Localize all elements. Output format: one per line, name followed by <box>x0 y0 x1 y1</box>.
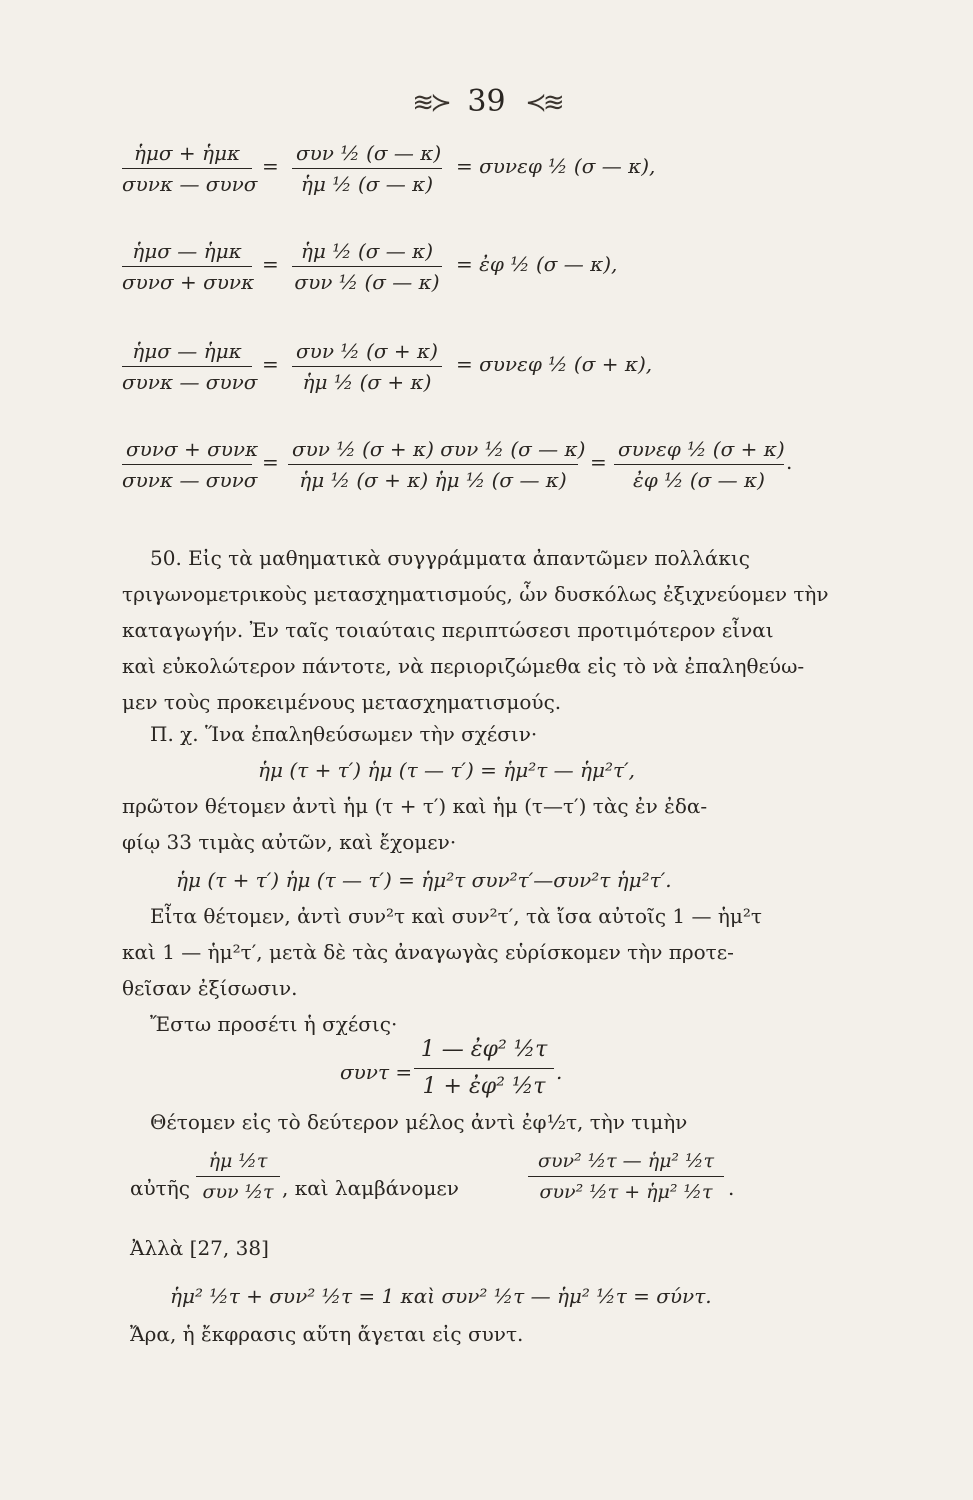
cos-fraction: $\frac{\text{1 — ἐφ² ½τ}}{\text{1 + ἐφ² ½τ}}$ <box>414 1032 554 1105</box>
text-line: Ἔστω προσέτι ἡ σχέσις· <box>150 1012 398 1036</box>
relation-3: ἡμ² ½τ + συν² ½τ = 1 καὶ συν² ½τ — ἡμ² ½τ = σύντ. <box>170 1284 712 1308</box>
eq4-rhs-fraction: συνεφ ½ (σ + κ) ἐφ ½ (σ — κ) <box>614 434 784 495</box>
text-line: Ἀλλὰ [27, 38] <box>130 1236 269 1260</box>
cos-lhs: συντ = <box>340 1060 413 1084</box>
eq3-lhs-fraction: ἡμσ — ἡμκ συνκ — συνσ <box>122 336 252 397</box>
result-fraction: συν² ½τ — ἡμ² ½τ συν² ½τ + ἡμ² ½τ <box>528 1146 724 1207</box>
page-header <box>0 84 973 119</box>
text-line: πρῶτον θέτομεν ἀντὶ ἡμ (τ + τ′) καὶ ἡμ (τ—τ′) τὰς ἐν ἐδα- <box>122 794 708 818</box>
text-line: καταγωγήν. Ἐν ταῖς τοιαύταις περιπτώσεσι προτιμότερον εἶναι <box>122 618 774 642</box>
text-line: Ἄρα, ἡ ἔκφρασις αὕτη ἄγεται εἰς συντ. <box>130 1322 524 1346</box>
eq2-lhs-fraction: ἡμσ — ἡμκ συνσ + συνκ <box>122 236 252 297</box>
eq1-mid-fraction: συν ½ (σ — κ) ἡμ ½ (σ — κ) <box>292 138 442 199</box>
text-line: 50. Εἰς τὰ μαθηματικὰ συγγράμματα ἀπαντῶμεν πολλάκις <box>150 546 750 570</box>
text-line: Θέτομεν εἰς τὸ δεύτερον μέλος ἀντὶ ἐφ½τ, τὴν τιμὴν <box>150 1110 688 1134</box>
eq4-lhs-fraction: συνσ + συνκ συνκ — συνσ <box>122 434 252 495</box>
text-line: , καὶ λαμβάνομεν <box>282 1176 459 1200</box>
text-line: φίῳ 33 τιμὰς αὐτῶν, καὶ ἔχομεν· <box>122 830 457 854</box>
text-line: τριγωνομετρικοὺς μετασχηματισμούς, ὧν δυσκόλως ἐξιχνεύομεν τὴν <box>122 582 829 606</box>
tan-fraction: ἡμ ½τ συν ½τ <box>196 1146 280 1207</box>
paragraph-50 <box>122 540 829 720</box>
example-intro: Π. χ. Ἵνα ἐπαληθεύσωμεν τὴν σχέσιν· <box>150 722 538 746</box>
eq3-mid-fraction: συν ½ (σ + κ) ἡμ ½ (σ + κ) <box>292 336 442 397</box>
eq1-lhs-fraction: ἡμσ + ἡμκ συνκ — συνσ <box>122 138 252 199</box>
equation-4: συνσ + συνκ συνκ — συνσ = συν ½ (σ + κ) συν ½ (σ — κ) ἡμ ½ (σ + κ) ἡμ ½ (σ — κ) = συνεφ ½ (σ + κ) ἐφ ½ (σ — κ) . <box>122 434 822 504</box>
text-line: θεῖσαν ἐξίσωσιν. <box>122 976 298 1000</box>
text-line: αὐτῆς <box>130 1176 190 1200</box>
relation-2: ἡμ (τ + τ′) ἡμ (τ — τ′) = ἡμ²τ συν²τ′—συν²τ ἡμ²τ′. <box>176 868 672 892</box>
text-line: καὶ 1 — ἡμ²τ′, μετὰ δὲ τὰς ἀναγωγὰς εὑρίσκομεν τὴν προτε- <box>122 940 734 964</box>
page-number: 39 <box>467 84 506 119</box>
right-ornament-icon: ≺≋ <box>525 88 561 118</box>
left-ornament-icon: ≋≻ <box>412 88 448 118</box>
book-page: ≋≻ 39 ≺≋ ἡμσ + ἡμκ συνκ — συνσ = συν ½ (σ — κ) ἡμ ½ (σ — κ) = συνεφ ½ (σ — κ), ἡμσ — ἡμκ συνσ + συνκ = ἡμ ½ (σ — κ) συν ½ (σ — κ) = ἐφ ½ (σ — κ), ἡμσ — ἡμκ συνκ — συνσ = συν ½ (σ + κ) ἡμ ½ (σ + κ) = συνεφ ½ (σ + κ), συνσ + συνκ συνκ — συνσ = συν ½ (σ + κ) συν ½ (σ — κ) ἡμ ½ (σ + κ) ἡμ ½ (σ — κ) = συνεφ ½ (σ + κ) ἐφ ½ (σ — κ) . 50. Εἰς τὰ μαθηματικὰ συγγράμματα ἀπαντῶμεν πολλάκις τριγωνομετρικοὺς μετασχηματισμούς, ὧν δυσκόλως ἐξιχνεύομεν τὴν καταγωγήν. Ἐν ταῖς τοιαύταις περιπτώσεσι προτιμότερον εἶναι καὶ εὐκολώτερον πάντοτε, νὰ περιοριζώμεθα εἰς τὸ νὰ ἐπαληθεύω- μεν τοὺς προκειμένους μετασχηματισμούς. Π. χ. Ἵνα ἐπαληθεύσωμεν τὴν σχέσιν· ἡμ (τ + τ′) ἡμ (τ — τ′) = ἡμ²τ — ἡμ²τ′, πρῶτον θέτομεν ἀντὶ ἡμ (τ + τ′) καὶ ἡμ (τ—τ′) τὰς ἐν ἐδα- φίῳ 33 τιμὰς αὐτῶν, καὶ ἔχομεν· ἡμ (τ + τ′) ἡμ (τ — τ′) = ἡμ²τ συν²τ′—συν²τ ἡμ²τ′. Εἶτα θέτομεν, ἀντὶ συν²τ καὶ συν²τ′, τὰ ἴσα αὐτοῖς 1 — ἡμ²τ καὶ 1 — ἡμ²τ′, μετὰ δὲ τὰς ἀναγωγὰς εὑρίσκομεν τὴν προτε- θεῖσαν ἐξίσωσιν. Ἔστω προσέτι ἡ σχέσις· συντ = $\frac{\text{1 — ἐφ² ½τ}}{\text{1 + ἐφ² ½τ}}$ . Θέτομεν εἰς τὸ δεύτερον μέλος ἀντὶ ἐφ½τ, τὴν τιμὴν αὐτῆς ἡμ ½τ συν ½τ , καὶ λαμβάνομεν συν² ½τ — ἡμ² ½τ συν² ½τ + ἡμ² ½τ . Ἀλλὰ [27, 38] ἡμ² ½τ + συν² ½τ = 1 καὶ συν² ½τ — ἡμ² ½τ = σύντ. Ἄρα, ἡ ἔκφρασις αὕτη ἄγεται εἰς συντ. <box>0 0 973 1500</box>
text-line: μεν τοὺς προκειμένους μετασχηματισμούς. <box>122 690 562 714</box>
eq2-mid-fraction: ἡμ ½ (σ — κ) συν ½ (σ — κ) <box>292 236 442 297</box>
eq4-mid-fraction: συν ½ (σ + κ) συν ½ (σ — κ) ἡμ ½ (σ + κ) ἡμ ½ (σ — κ) <box>288 434 578 495</box>
text-line: Εἶτα θέτομεν, ἀντὶ συν²τ καὶ συν²τ′, τὰ ἴσα αὐτοῖς 1 — ἡμ²τ <box>150 904 762 928</box>
text-line: καὶ εὐκολώτερον πάντοτε, νὰ περιοριζώμεθα εἰς τὸ νὰ ἐπαληθεύω- <box>122 654 805 678</box>
relation-1: ἡμ (τ + τ′) ἡμ (τ — τ′) = ἡμ²τ — ἡμ²τ′, <box>258 758 635 782</box>
